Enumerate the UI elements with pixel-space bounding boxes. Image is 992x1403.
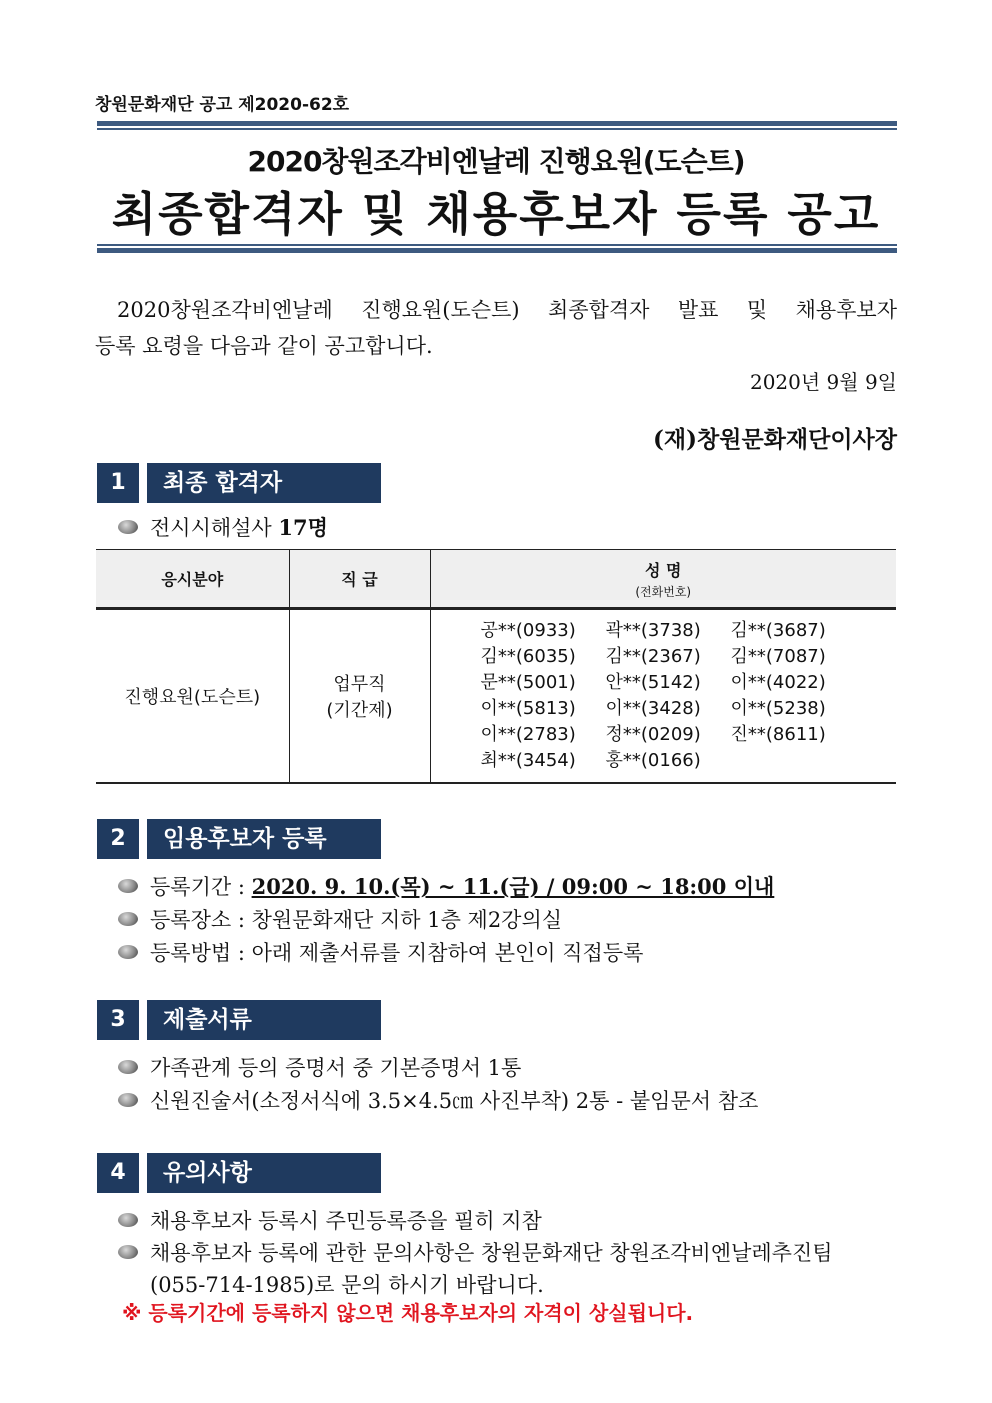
page-title: 최종합격자 및 채용후보자 등록 공고 xyxy=(111,187,881,241)
note-2-contact: (055-714-1985)로 문의 하시기 바랍니다. xyxy=(150,1273,544,1297)
finalist-table xyxy=(96,549,896,784)
cell-names: 공**(0933) 곽**(3738) 김**(3687) 김**(6035) 김**(2367) 김**(7087) 문**(5001) 안**(5142) 이**(4022) 이**(5813) 이**(3428) 이**(5238) 이**(2783) 정**(0209) 진**(8611) 최**(3454) 홍**(0166) xyxy=(430,609,896,784)
issuer: (재)창원문화재단이사장 xyxy=(653,426,897,453)
section-number: 3 xyxy=(97,1000,139,1040)
announcement-date: 2020년 9월 9일 xyxy=(749,370,897,394)
bullet-icon xyxy=(118,945,138,959)
title-top-rule xyxy=(97,121,897,130)
cell-rank: 업무직 (기간제) xyxy=(289,609,430,784)
table-header-row xyxy=(96,550,896,609)
bullet-icon xyxy=(118,1245,138,1259)
section-title: 유의사항 xyxy=(147,1153,381,1193)
registration-period: 등록기간 : 2020. 9. 10.(목) ~ 11.(금) / 09:00 ~ 18:00 이내 xyxy=(118,871,774,901)
period-value: 2020. 9. 10.(목) ~ 11.(금) / 09:00 ~ 18:00 이내 xyxy=(251,874,775,899)
bullet-icon xyxy=(118,912,138,926)
table-row xyxy=(96,609,896,784)
note-2: 채용후보자 등록에 관한 문의사항은 창원문화재단 창원조각비엔날레추진팀 xyxy=(118,1237,833,1267)
bullet-count: 전시시해설사 17명 xyxy=(118,512,328,542)
section-number: 2 xyxy=(97,819,139,859)
title-main: 2020창원조각비엔날레 진행요원(도슨트) xyxy=(247,145,745,178)
section-number: 4 xyxy=(97,1153,139,1193)
bullet-icon xyxy=(118,879,138,893)
document-1: 가족관계 등의 증명서 중 기본증명서 1통 xyxy=(118,1052,521,1082)
section-number: 1 xyxy=(97,463,139,503)
bullet-icon xyxy=(118,1213,138,1227)
notice-number: 창원문화재단 공고 제2020-62호 xyxy=(95,95,350,115)
document-2: 신원진술서(소정서식에 3.5×4.5㎝ 사진부착) 2통 - 붙임문서 참조 xyxy=(118,1085,758,1115)
bullet-icon xyxy=(118,1093,138,1107)
registration-method: 등록방법 : 아래 제출서류를 지참하여 본인이 직접등록 xyxy=(118,937,643,967)
note-1: 채용후보자 등록시 주민등록증을 필히 지참 xyxy=(118,1205,542,1235)
count-value: 17명 xyxy=(278,515,328,540)
bullet-icon xyxy=(118,520,138,534)
header-rank: 직 급 xyxy=(289,550,430,609)
intro-line-1: 2020창원조각비엔날레 진행요원(도슨트) 최종합격자 발표 및 채용후보자 xyxy=(117,298,897,322)
warning-notice: ※ 등록기간에 등록하지 않으면 채용후보자의 자격이 상실됩니다. xyxy=(122,1301,694,1325)
section-title: 제출서류 xyxy=(147,1000,381,1040)
header-name: 성 명 (전화번호) xyxy=(430,550,896,609)
registration-place: 등록장소 : 창원문화재단 지하 1층 제2강의실 xyxy=(118,904,562,934)
cell-field: 진행요원(도슨트) xyxy=(96,609,289,784)
section-title: 최종 합격자 xyxy=(147,463,381,503)
bullet-icon xyxy=(118,1060,138,1074)
intro-line-2: 등록 요령을 다음과 같이 공고합니다. xyxy=(95,334,433,358)
title-bottom-rule xyxy=(97,244,897,253)
header-field: 응시분야 xyxy=(96,550,289,609)
section-title: 임용후보자 등록 xyxy=(147,819,381,859)
